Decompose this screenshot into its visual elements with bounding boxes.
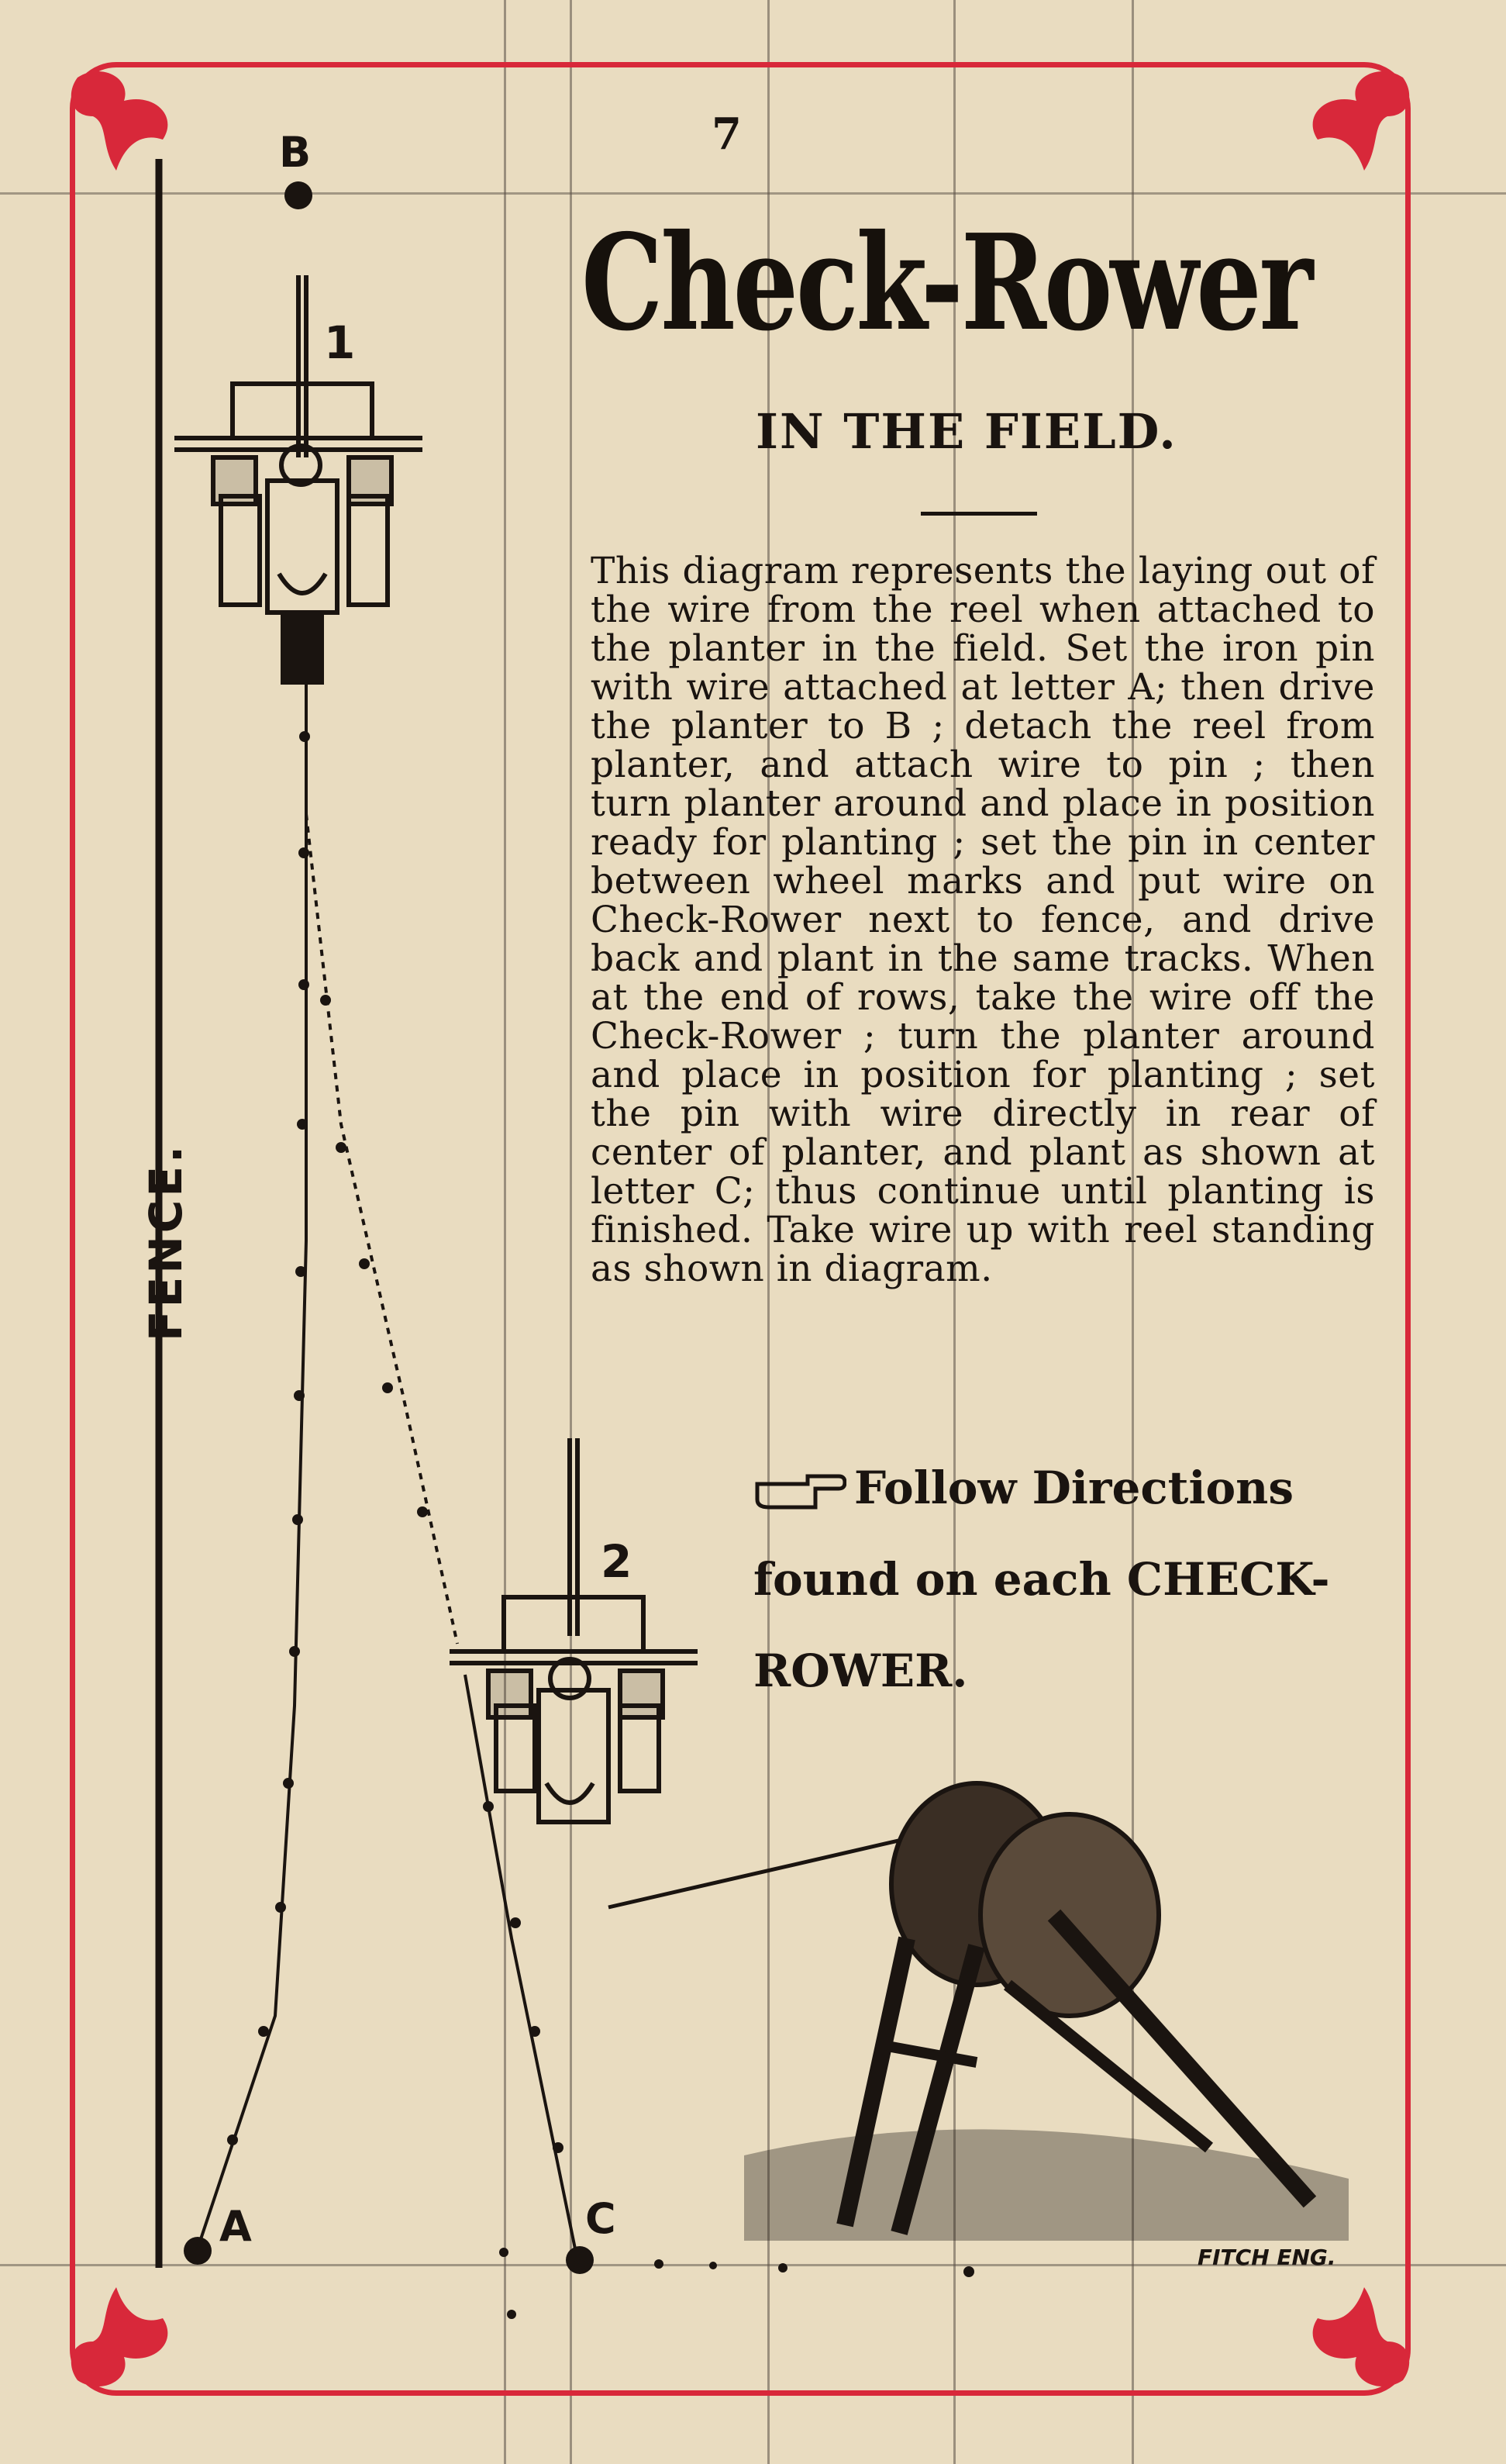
page-title: Check-Rower — [581, 205, 1311, 361]
title-divider — [921, 512, 1037, 516]
planter-1-illustration — [174, 275, 422, 682]
fence-label: FENCE. — [140, 1143, 192, 1341]
wire-line — [465, 1675, 577, 2260]
page-subtitle: IN THE FIELD. — [756, 403, 1177, 460]
instructions-paragraph: This diagram represents the laying out of the wire from the reel when attached to the planter in the field. Set the iron pin with wire attached at letter A; then drive the planter to B ; detach the reel from planter, and attach wire to pin ; then turn planter around and place in position ready for planting ; set the pin in center between wheel marks and put wire on Check-Rower next to fence, and drive back and plant in the same tracks. When at the end of rows, take the wire off the Check-Rower ; turn the planter around and place in position for planting ; set the pin with wire directly in rear of center of planter, and plant as shown at letter C; thus continue until planting is finished. Take wire up with reel standing as shown in diagram. — [591, 550, 1375, 1290]
point-c-label: C — [585, 2194, 616, 2243]
point-b-label: B — [279, 128, 312, 177]
planter-1-label: 1 — [324, 316, 356, 369]
point-a-marker — [184, 2237, 212, 2265]
notice-text: Follow Directions found on each CHECK-ROWER. — [753, 1461, 1330, 1697]
pointing-hand-icon — [753, 1442, 854, 1534]
follow-directions-notice — [753, 1442, 1389, 1717]
point-c-marker — [566, 2246, 594, 2274]
point-b-marker — [284, 181, 312, 209]
wire-dotted — [306, 814, 457, 1644]
reel-stand-illustration — [608, 1783, 1349, 2241]
engraver-mark: FITCH ENG. — [1198, 2245, 1336, 2270]
planter-2-illustration — [450, 1438, 698, 1822]
planter-2-label: 2 — [601, 1535, 632, 1588]
point-a-label: A — [219, 2202, 252, 2251]
page-number: 7 — [712, 109, 742, 160]
wire-line — [198, 682, 306, 2248]
